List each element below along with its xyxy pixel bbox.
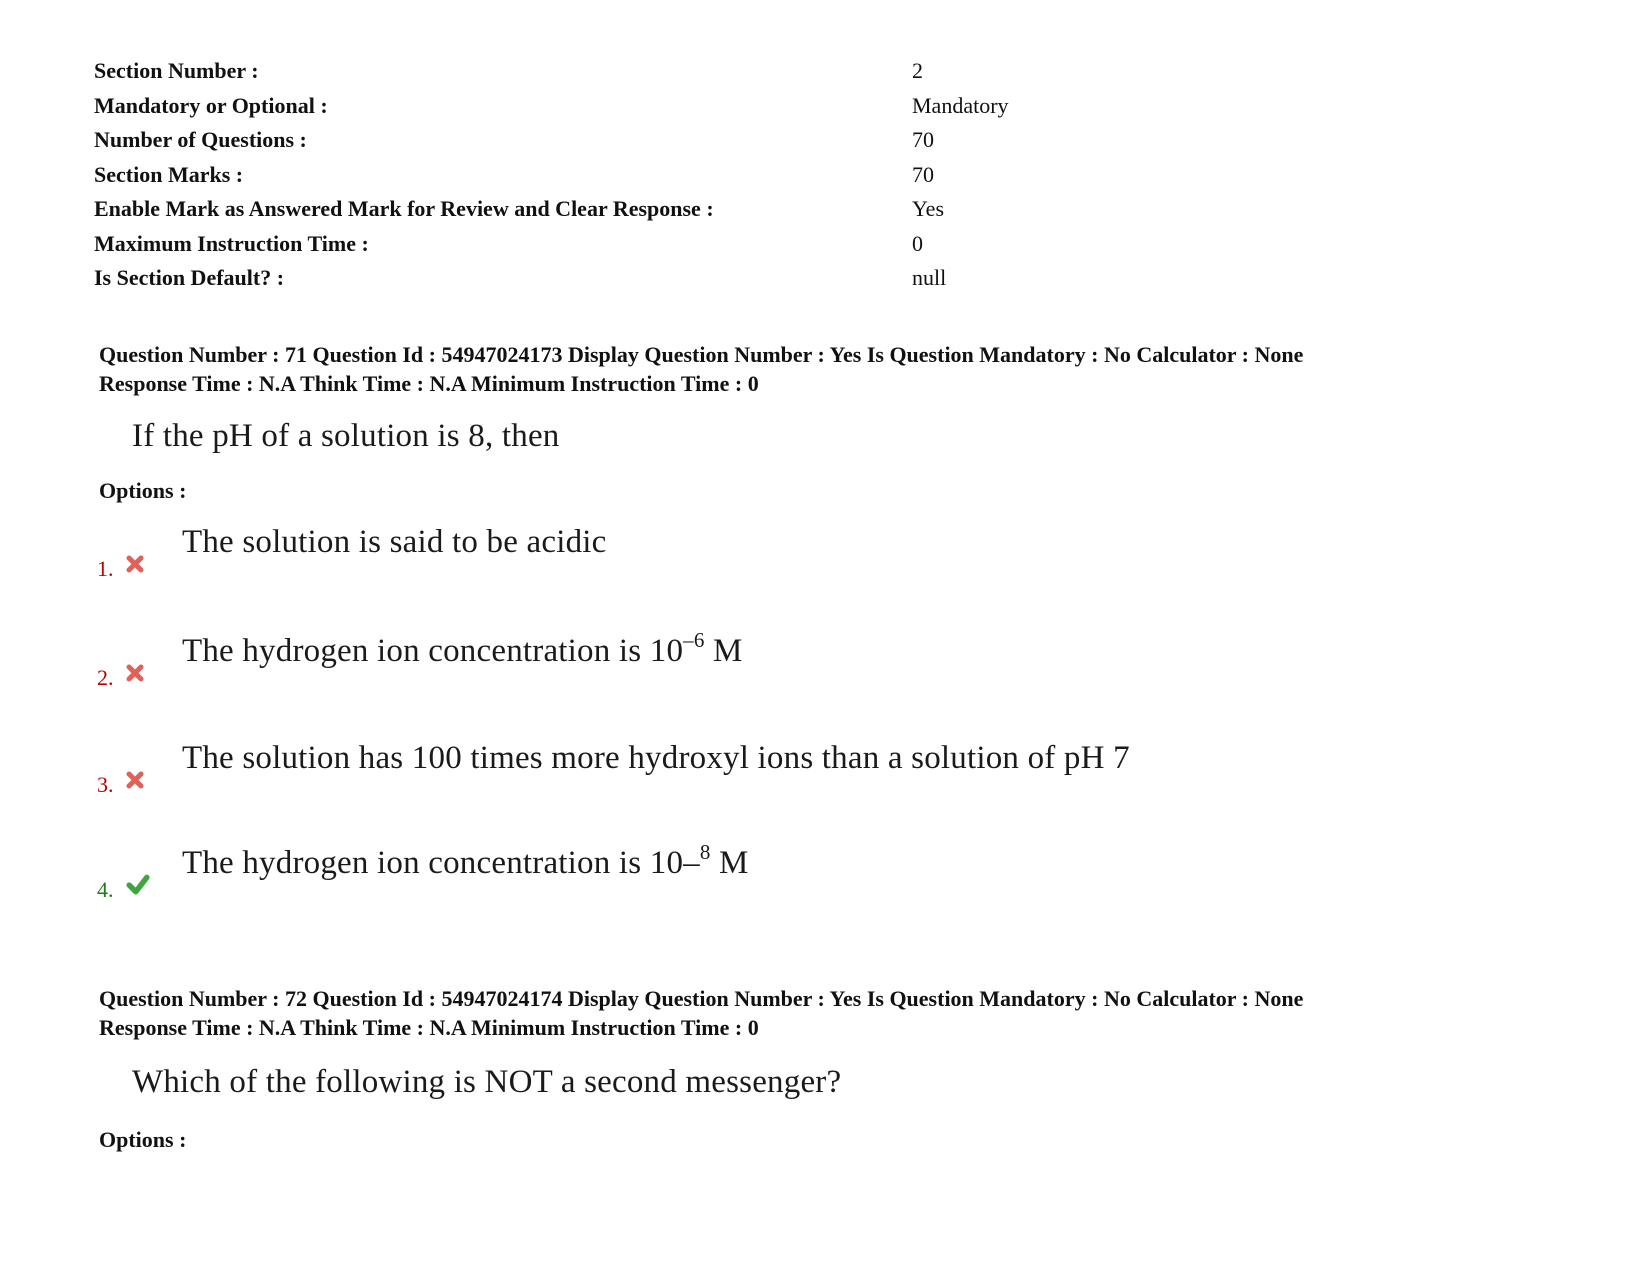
section-default-label: Is Section Default? : [94,265,285,290]
question-71-option-4 [97,840,1497,915]
section-number-label: Section Number : [94,58,259,83]
question-72-options-label: Options : [99,1127,187,1152]
question-71-meta-line1: Question Number : 71 Question Id : 54947024173 Display Question Number : Yes Is Question Mandatory : No Calculator : None [99,342,1304,367]
question-72-meta-line2: Response Time : N.A Think Time : N.A Minimum Instruction Time : 0 [99,1015,759,1040]
question-71-option-2 [97,628,1497,703]
question-72-text: Which of the following is NOT a second messenger? [132,1064,842,1100]
cross-icon [125,554,145,574]
section-marks-value: 70 [912,161,934,187]
question-72-meta-line1: Question Number : 72 Question Id : 54947024174 Display Question Number : Yes Is Question Mandatory : No Calculator : None [99,986,1304,1011]
section-default-value: null [912,265,947,290]
question-71-meta-line2: Response Time : N.A Think Time : N.A Minimum Instruction Time : 0 [99,371,759,396]
cross-icon [125,663,145,683]
question-71-option-3 [97,740,1497,810]
option-text: The solution is said to be acidic [182,524,607,560]
enable-mark-row [94,196,1094,231]
section-marks-label: Section Marks : [94,161,244,187]
number-of-questions-value: 70 [912,127,934,152]
enable-mark-label: Enable Mark as Answered Mark for Review and Clear Response : [94,196,714,221]
question-71-options-label: Options : [99,478,187,503]
option-number: 3. [97,772,114,797]
number-of-questions-label: Number of Questions : [94,127,307,152]
section-marks-row [94,162,1094,197]
question-72-meta [99,984,1599,1042]
question-71-option-1 [97,524,1497,594]
section-default-row [94,265,1094,300]
option-superscript: 8 [699,840,711,864]
section-number-row [94,58,1094,93]
section-info-table [94,58,1094,300]
option-text: The solution has 100 times more hydroxyl ions than a solution of pH 7 [182,740,1130,776]
option-text: The hydrogen ion concentration is 10–$^8$ M [182,840,749,881]
question-71-meta [99,340,1599,398]
mandatory-row [94,93,1094,128]
max-instruction-time-value: 0 [912,230,923,256]
mandatory-label: Mandatory or Optional : [94,92,328,118]
max-instruction-time-label: Maximum Instruction Time : [94,230,369,256]
enable-mark-value: Yes [912,196,945,221]
section-number-value: 2 [912,58,923,83]
option-superscript: –6 [683,628,705,652]
option-number: 1. [97,556,114,581]
number-of-questions-row [94,127,1094,162]
check-icon [125,873,151,895]
option-text: The hydrogen ion concentration is $10^{-6}$ M [182,628,743,669]
option-number: 4. [97,877,114,902]
max-instruction-time-row [94,231,1094,266]
question-71-text: If the pH of a solution is 8, then [132,418,560,454]
mandatory-value: Mandatory [912,92,1009,118]
cross-icon [125,770,145,790]
option-number: 2. [97,665,114,690]
